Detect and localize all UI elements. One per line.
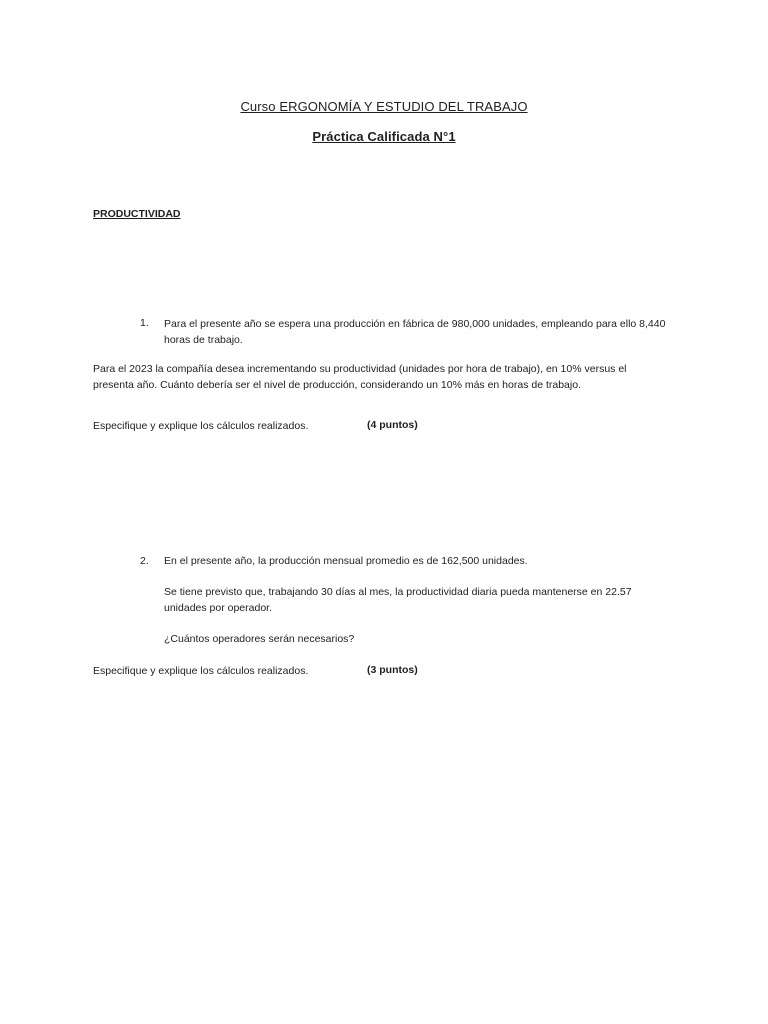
section-heading: PRODUCTIVIDAD [93, 208, 181, 220]
question-1-points: (4 puntos) [367, 419, 418, 431]
question-2-number: 2. [140, 555, 149, 567]
practice-title: Práctica Calificada N°1 [312, 129, 456, 144]
question-1-context: Para el 2023 la compañía desea incrementando su productividad (unidades por hora de trabajo), en 10% versus el presenta año. Cuánto debería ser el nivel de producción, considerando un 10% más en horas de trabajo. [93, 363, 627, 391]
question-1-instruction: Especifique y explique los cálculos realizados. [93, 420, 309, 432]
question-2-points: (3 puntos) [367, 664, 418, 676]
course-title: Curso ERGONOMÍA Y ESTUDIO DEL TRABAJO [240, 99, 528, 114]
question-2-statement: En el presente año, la producción mensual promedio es de 162,500 unidades. [164, 555, 528, 567]
question-2-question: ¿Cuántos operadores serán necesarios? [164, 633, 355, 645]
question-2-instruction: Especifique y explique los cálculos realizados. [93, 665, 309, 677]
question-1-statement: Para el presente año se espera una producción en fábrica de 980,000 unidades, empleando para ello 8,440 horas de trabajo. [164, 318, 666, 346]
question-1-number: 1. [140, 317, 149, 329]
question-2-context: Se tiene previsto que, trabajando 30 días al mes, la productividad diaria pueda mantenerse en 22.57 unidades por operador. [164, 586, 632, 614]
